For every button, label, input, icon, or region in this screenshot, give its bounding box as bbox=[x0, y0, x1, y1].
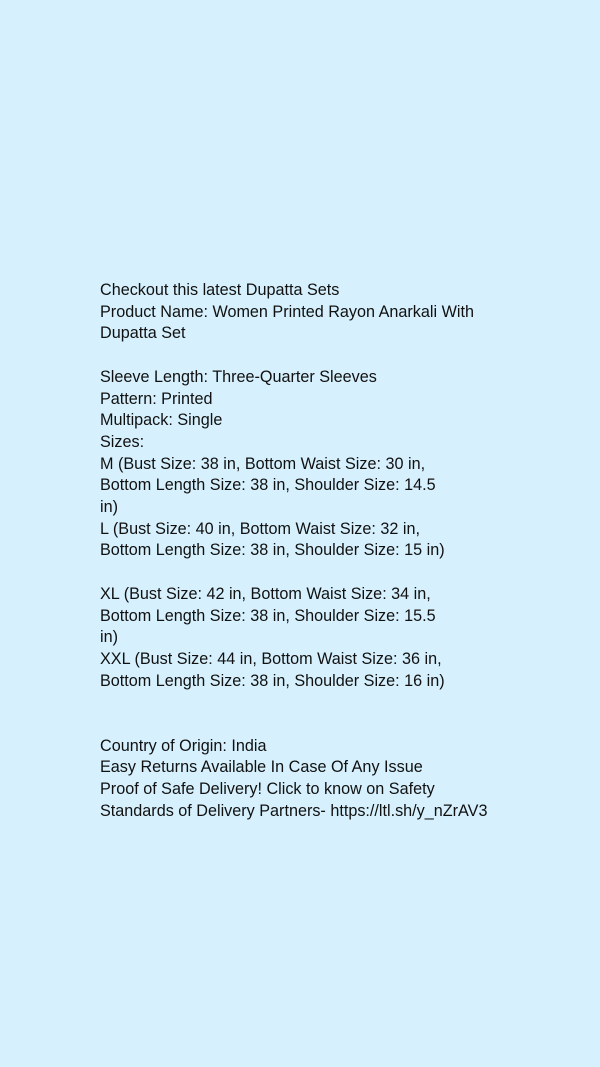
spacer bbox=[100, 562, 520, 584]
easy-returns: Easy Returns Available In Case Of Any Issue bbox=[100, 758, 423, 777]
product-description bbox=[100, 280, 520, 823]
size-xl-line-1: XL (Bust Size: 42 in, Bottom Waist Size: 34 in, bbox=[100, 584, 431, 603]
size-xl-line-3: in) bbox=[100, 628, 118, 647]
spacer bbox=[100, 714, 520, 736]
size-xxl-line-2: Bottom Length Size: 38 in, Shoulder Size: 16 in) bbox=[100, 671, 445, 690]
size-xl-line-2: Bottom Length Size: 38 in, Shoulder Size: 15.5 bbox=[100, 606, 436, 625]
product-name-line-1: Product Name: Women Printed Rayon Anarkali With bbox=[100, 302, 474, 321]
spacer bbox=[100, 692, 520, 714]
multipack: Multipack: Single bbox=[100, 411, 223, 430]
country-of-origin: Country of Origin: India bbox=[100, 736, 267, 755]
size-l-line-2: Bottom Length Size: 38 in, Shoulder Size: 15 in) bbox=[100, 541, 445, 560]
product-name-line-2: Dupatta Set bbox=[100, 324, 186, 343]
spacer bbox=[100, 345, 520, 367]
size-xxl-line-1: XXL (Bust Size: 44 in, Bottom Waist Size: 36 in, bbox=[100, 649, 442, 668]
size-l-line-1: L (Bust Size: 40 in, Bottom Waist Size: 32 in, bbox=[100, 519, 420, 538]
sizes-label: Sizes: bbox=[100, 432, 145, 451]
size-m-line-2: Bottom Length Size: 38 in, Shoulder Size: 14.5 bbox=[100, 476, 436, 495]
size-m-line-1: M (Bust Size: 38 in, Bottom Waist Size: 30 in, bbox=[100, 454, 426, 473]
size-m-line-3: in) bbox=[100, 498, 118, 517]
safe-delivery-line-2: Standards of Delivery Partners- https://ltl.sh/y_nZrAV3 bbox=[100, 801, 488, 820]
pattern: Pattern: Printed bbox=[100, 389, 213, 408]
sleeve-length: Sleeve Length: Three-Quarter Sleeves bbox=[100, 367, 377, 386]
headline: Checkout this latest Dupatta Sets bbox=[100, 281, 340, 299]
safe-delivery-line-1: Proof of Safe Delivery! Click to know on Safety bbox=[100, 780, 435, 799]
